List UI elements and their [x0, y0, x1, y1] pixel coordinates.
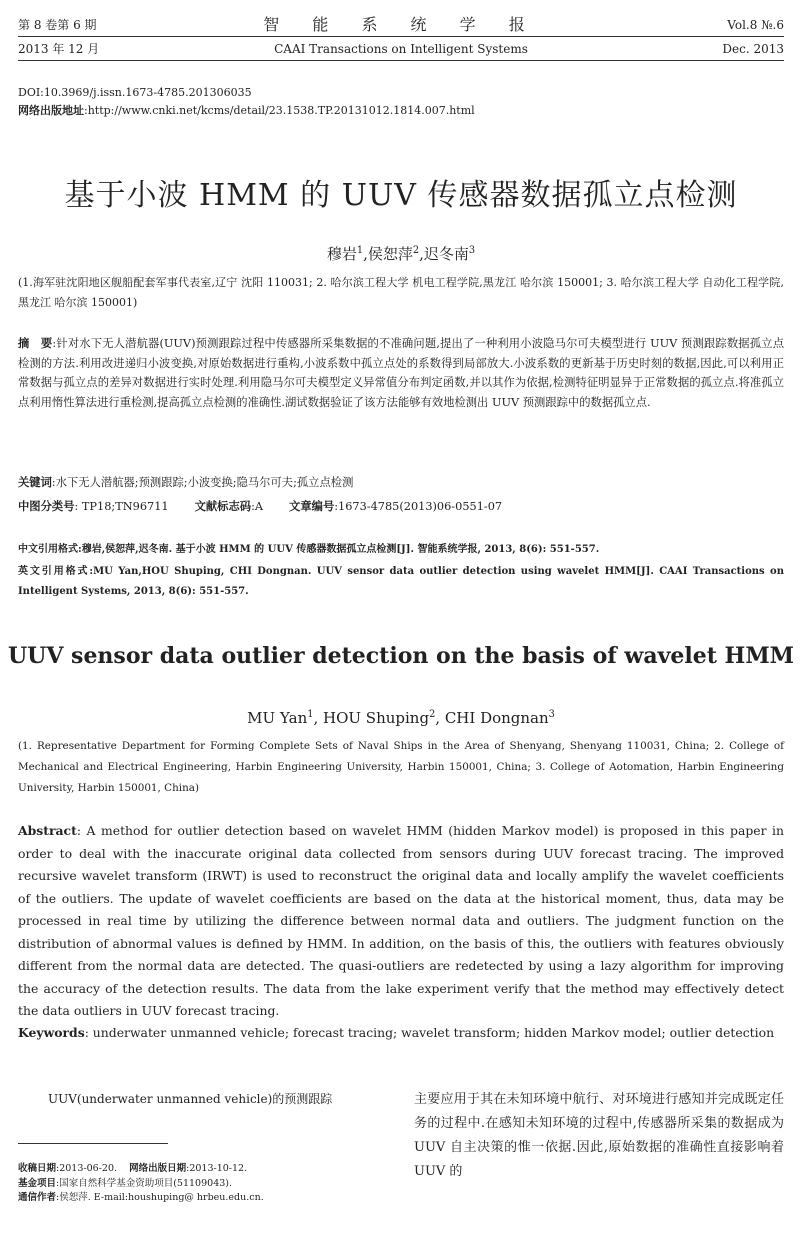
- keywords-en-text: : underwater unmanned vehicle; forecast tracing; wavelet transform; hidden Markov model; outlier detection: [84, 1025, 775, 1040]
- abstract-en-label: Abstract: [18, 823, 77, 838]
- abstract-cn: [18, 334, 784, 412]
- header-journal-en: CAAI Transactions on Intelligent Systems: [274, 42, 528, 56]
- body-left-intro: UUV(underwater unmanned vehicle)的预测跟踪: [48, 1092, 333, 1106]
- document-code-value: :A: [251, 500, 264, 513]
- online-url-label: 网络出版地址: [18, 104, 84, 117]
- body-column-left: [18, 1088, 393, 1110]
- online-date-label: 网络出版日期: [129, 1163, 187, 1174]
- clc-value: : TP18;TN96711: [74, 500, 169, 513]
- keywords-en: [18, 1022, 784, 1044]
- abstract-en: [18, 820, 784, 1023]
- document-code: [195, 500, 263, 513]
- footnote-divider: [18, 1143, 168, 1144]
- footnote-fund: [18, 1177, 393, 1192]
- author-en-1-affil: 1: [307, 709, 314, 720]
- article-number-label: 文章编号: [289, 499, 335, 513]
- header-divider-top: [18, 36, 784, 37]
- header-journal-cn: 智 能 系 统 学 报: [263, 15, 539, 34]
- keywords-en-label: Keywords: [18, 1025, 85, 1040]
- abstract-cn-label: 摘 要: [18, 336, 53, 350]
- fund-label: 基金项目: [18, 1177, 57, 1189]
- document-code-label: 文献标志码: [194, 499, 252, 513]
- online-url-value: :http://www.cnki.net/kcms/detail/23.1538.TP.20131012.1814.007.html: [84, 104, 475, 117]
- abstract-en-text: : A method for outlier detection based on wavelet HMM (hidden Markov model) is proposed in this paper in order to deal with the inaccurate original data collected from sensors during UUV forecast tracing. The improved recursive wavelet transform (IRWT) is used to reconstruct the original data and locally amplify the wavelet coefficients of the outliers. The update of wavelet coefficients are based on the data at the historical moment, thus, data may be processed in real time by utilizing the difference between normal data and outliers. The judgment function on the distribution of abnormal values is defined by HMM. In addition, on the basis of this, the outliers with features obviously different from the normal data are detected. The quasi-outliers are redetected by using a lazy algorithm for improving the accuracy of the detection results. The data from the lake experiment verify that the method may effectively detect the data outliers in UUV forecast tracing.: [18, 823, 784, 1018]
- author-en-3-affil: 3: [548, 709, 555, 720]
- header-divider-bottom: [18, 60, 784, 61]
- corresponding-author-value: :侯恕萍. E-mail:houshuping@ hrbeu.edu.cn.: [56, 1192, 264, 1203]
- keywords-cn: [18, 473, 784, 492]
- received-label: 收稿日期: [18, 1163, 57, 1174]
- author-cn-3-affil: 3: [468, 245, 476, 256]
- author-en-2-affil: 2: [429, 709, 436, 720]
- affiliation-en: (1. Representative Department for Forming Complete Sets of Naval Ships in the Area of Shenyang, Shenyang 110031, China; 2. College of Mechanical and Electrical Engineering, Harbin Engineering University, Harbin 150001, China; 3. College of Aotomation, Harbin Engineering University, Harbin 150001, China): [18, 740, 784, 794]
- author-en-3: , CHI Dongnan: [435, 709, 549, 727]
- corresponding-author-label: 通信作者: [18, 1192, 57, 1203]
- author-cn-3: ,迟冬南: [419, 245, 469, 263]
- footnote-dates: [18, 1162, 393, 1177]
- footnote-author: [18, 1191, 393, 1206]
- article-number: [289, 500, 502, 513]
- body-column-right: 主要应用于其在未知环境中航行、对环境进行感知并完成既定任务的过程中.在感知未知环境的过程中,传感器所采集的数据成为 UUV 自主决策的惟一依据.因此,原始数据的准确性直接影响着 UUV 的: [414, 1092, 784, 1179]
- online-url-line: [18, 103, 784, 119]
- authors-en: [0, 709, 802, 727]
- keywords-cn-text: :水下无人潜航器;预测跟踪;小波变换;隐马尔可夫;孤立点检测: [51, 476, 354, 489]
- clc-number: [18, 500, 169, 513]
- citation-cn: 中文引用格式:穆岩,侯恕萍,迟冬南. 基于小波 HMM 的 UUV 传感器数据孤立点检测[J]. 智能系统学报, 2013, 8(6): 551-557.: [18, 544, 600, 555]
- author-cn-1-affil: 1: [356, 245, 364, 256]
- journal-header: [18, 14, 784, 60]
- header-date-en: Dec. 2013: [722, 42, 784, 56]
- citation-en: 英文引用格式:MU Yan,HOU Shuping, CHI Dongnan. UUV sensor data outlier detection using wavelet HMM[J]. CAAI Transactions on Intelligent Systems, 2013, 8(6): 551-557.: [18, 566, 784, 597]
- author-cn-2: ,侯恕萍: [363, 245, 413, 263]
- authors-cn: [0, 243, 802, 264]
- doi-line: DOI:10.3969/j.issn.1673-4785.201306035: [18, 86, 252, 99]
- online-date-value: :2013-10-12.: [186, 1163, 248, 1174]
- fund-value: :国家自然科学基金资助项目(51109043).: [56, 1177, 233, 1189]
- header-date-cn: 2013 年 12 月: [18, 42, 100, 56]
- article-number-value: :1673-4785(2013)06-0551-07: [334, 500, 503, 513]
- author-cn-2-affil: 2: [412, 245, 420, 256]
- affiliation-cn: (1.海军驻沈阳地区舰船配套军事代表室,辽宁 沈阳 110031; 2. 哈尔滨工程大学 机电工程学院,黑龙江 哈尔滨 150001; 3. 哈尔滨工程大学 自动化工程学院,黑龙江 哈尔滨 150001): [18, 276, 784, 309]
- author-en-2: , HOU Shuping: [313, 709, 430, 727]
- author-cn-1: 穆岩: [326, 245, 357, 263]
- abstract-cn-text: :针对水下无人潜航器(UUV)预测跟踪过程中传感器所采集数据的不准确问题,提出了一种利用小波隐马尔可夫模型进行 UUV 预测跟踪数据孤立点检测的方法.利用改进递归小波变换,对原始数据进行重构,小波系数中孤立点处的系数得到局部放大.小波系数的更新基于历史时刻的数据,因此,可以利用正常数据与孤立点的差异对数据进行实时处理.利用隐马尔可夫模型定义异常值分布判定函数,并以其作为依据,检测特征明显异于正常数据的孤立点.将准孤立点利用惰性算法进行重检测,提高孤立点检测的准确性.湖试数据验证了该方法能够有效地检测出 UUV 预测跟踪中的数据孤立点.: [18, 337, 784, 409]
- classification-cn: [18, 497, 784, 516]
- title-cn: 基于小波 HMM 的 UUV 传感器数据孤立点检测: [64, 178, 738, 213]
- header-volume-cn: 第 8 卷第 6 期: [18, 18, 97, 32]
- author-en-1: MU Yan: [247, 709, 308, 727]
- received-value: :2013-06-20.: [56, 1163, 118, 1174]
- title-en: UUV sensor data outlier detection on the basis of wavelet HMM: [7, 643, 795, 669]
- footnotes: [18, 1162, 393, 1206]
- keywords-cn-label: 关键词: [18, 475, 52, 489]
- header-volume-en: Vol.8 №.6: [727, 18, 784, 32]
- clc-label: 中图分类号: [18, 499, 75, 513]
